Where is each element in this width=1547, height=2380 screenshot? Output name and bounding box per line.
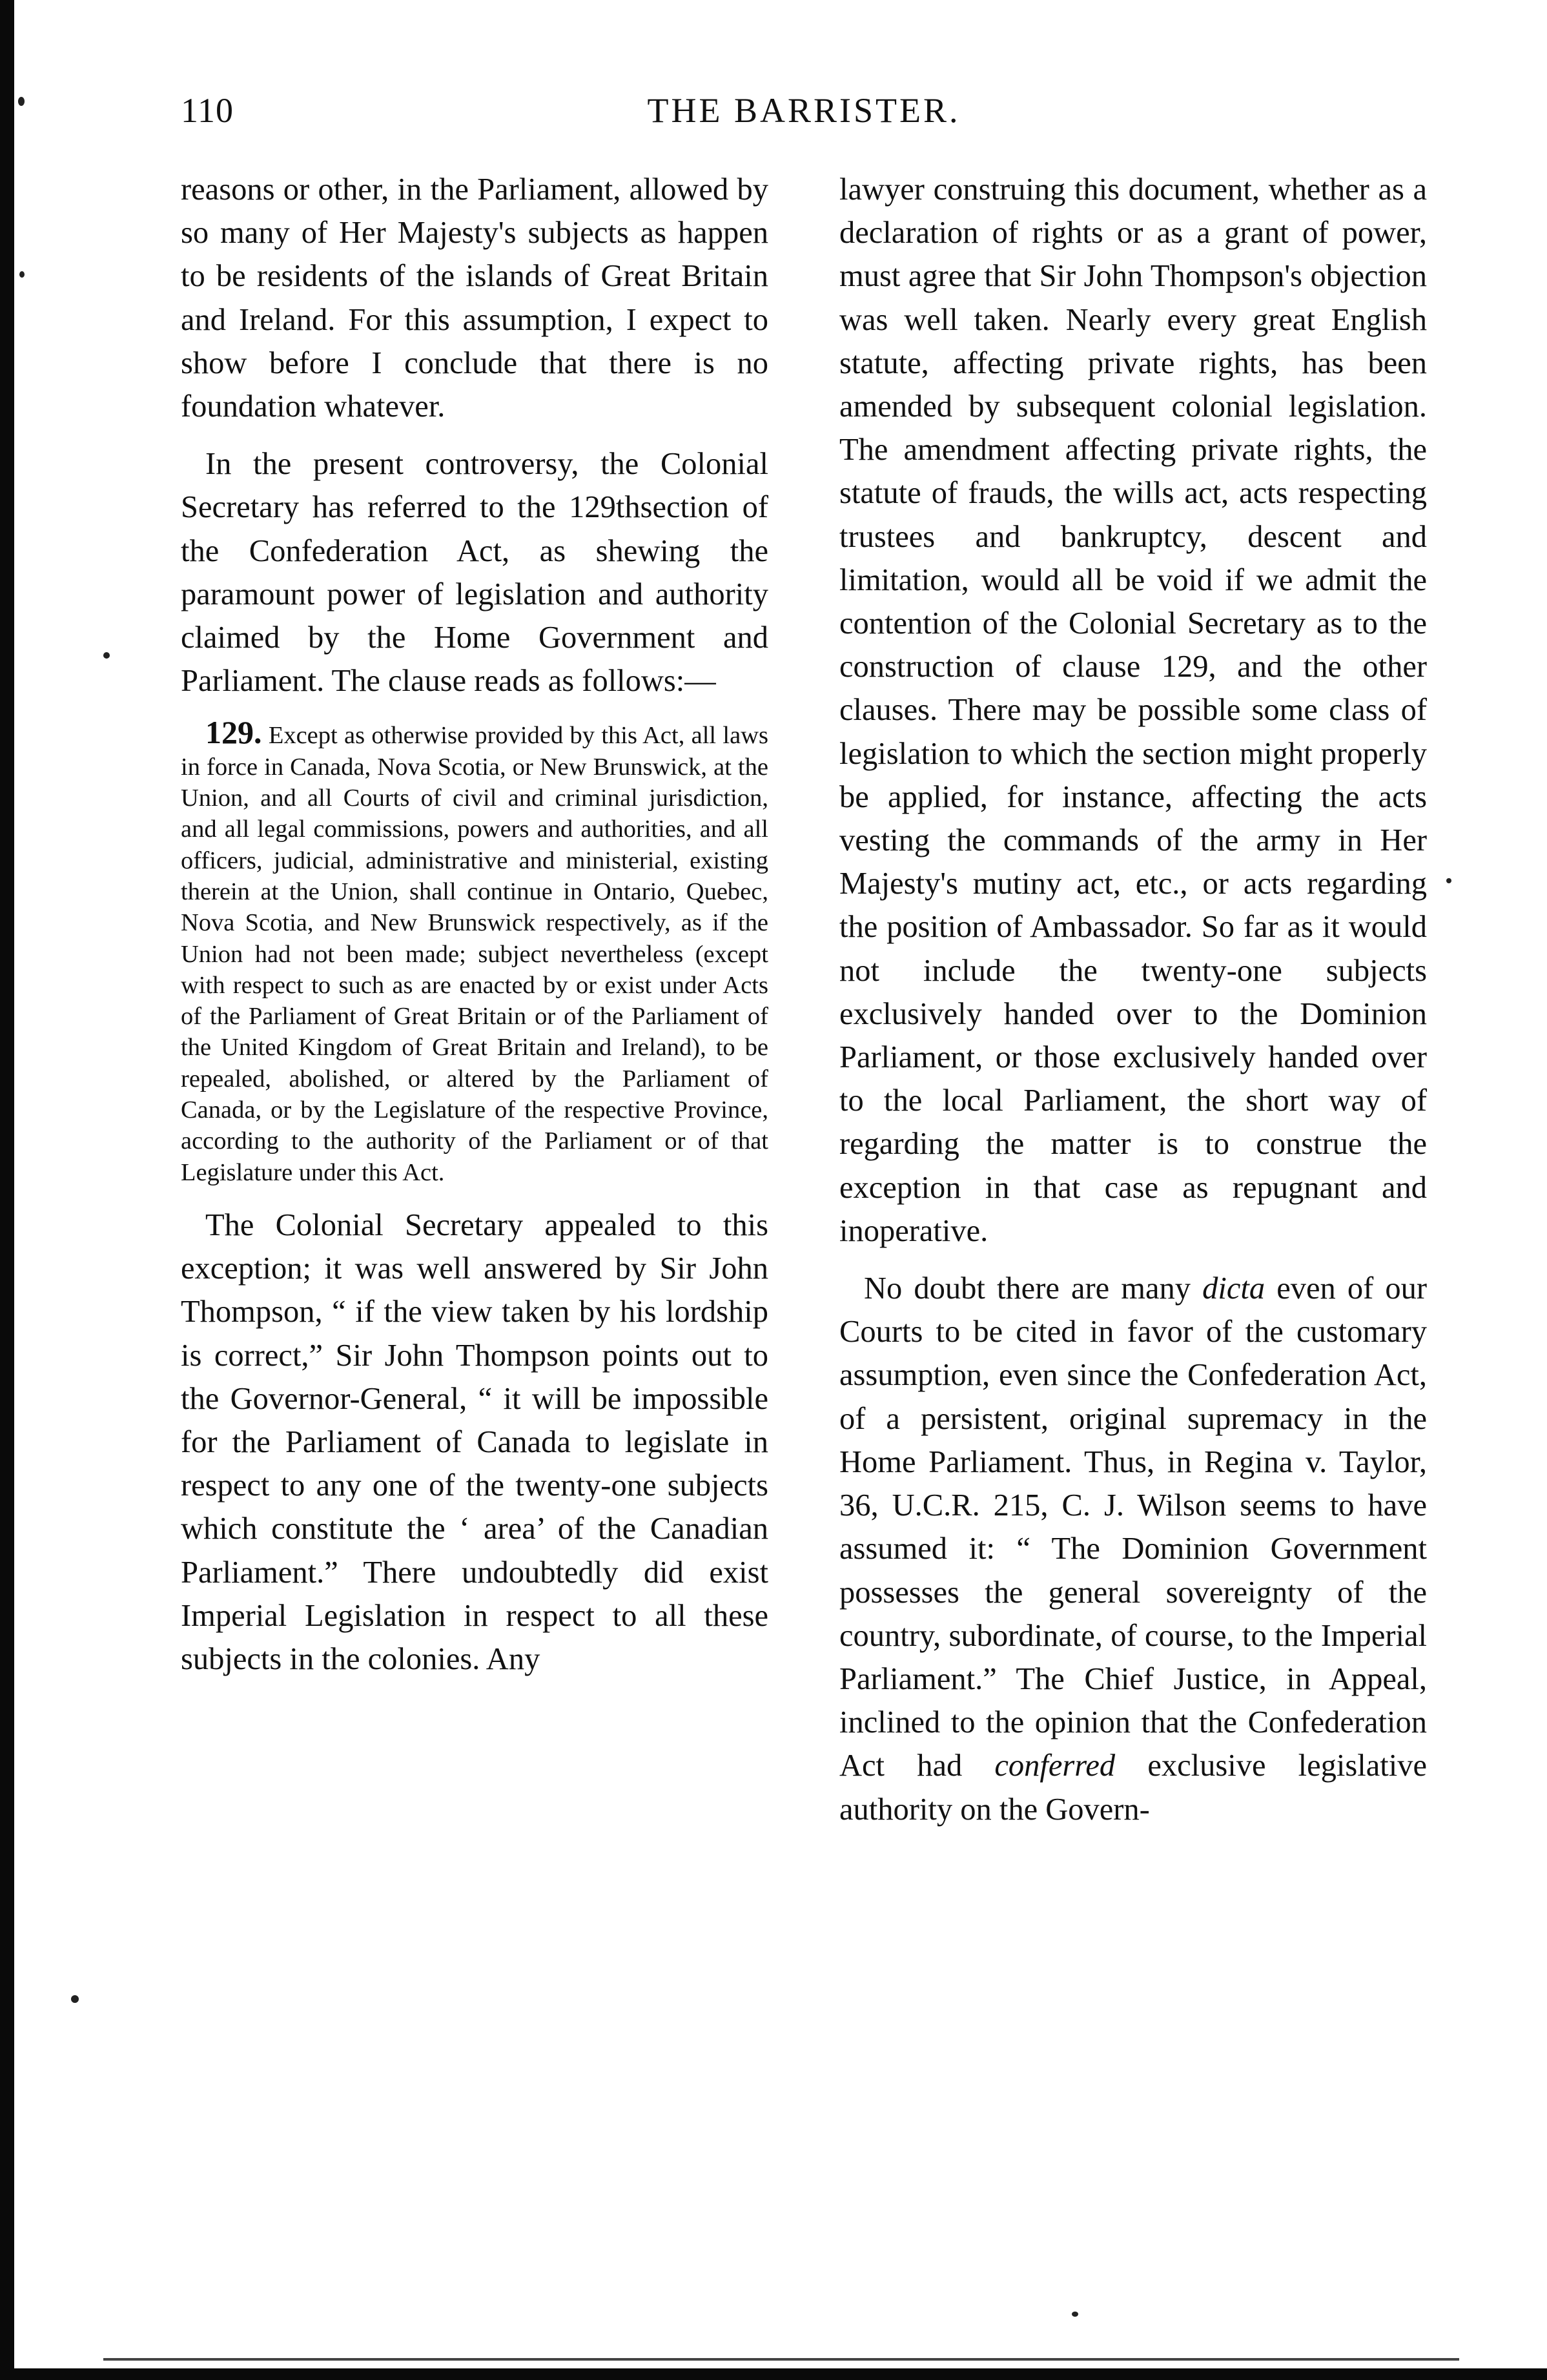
scan-rule-bottom	[103, 2358, 1459, 2361]
text-columns	[181, 168, 1427, 1845]
scan-speck	[1072, 2312, 1078, 2317]
paragraph: In the present controversy, the Colonial Secretary has referred to the 129thsection of the Confederation Act, as shewing the paramount power of legislation and authority claimed by the Home Government and Parliament. The clause reads as follows:—	[181, 447, 768, 699]
book-page	[181, 84, 1427, 2305]
paragraph: reasons or other, in the Parliament, allowed by so many of Her Majesty's subjects as happen to be residents of the islands of Great Britain and Ireland. For this assumption, I expect to show before I conclude that there is no foundation whatever.	[181, 172, 768, 424]
scan-speck	[103, 652, 110, 659]
clause-text: Except as otherwise provided by this Act, all laws in force in Canada, Nova Scotia, or New Brunswick, at the Union, and all Courts of civil and criminal jurisdiction, and all legal commissions, powers and authorities, and all officers, judicial, administrative and ministerial, existing therein at the Union, shall continue in Ontario, Quebec, Nova Scotia, and New Brunswick respectively, as if the Union had not been made; subject nevertheless (except with respect to such as are enacted by or exist under Acts of the Parliament of Great Britain or of the Parliament of the United Kingdom of Great Britain and Ireland), to be repealed, abolished, or altered by the Parliament of Canada, or by the Legislature of the respective Province, according to the authority of the Parliament or of that Legislature under this Act.	[181, 722, 769, 1186]
running-title: THE BARRISTER.	[647, 91, 961, 130]
clause-number: 129.	[205, 714, 262, 751]
text-run: No doubt there are many	[864, 1271, 1203, 1306]
paragraph: lawyer construing this document, whether as a declaration of rights or as a grant of power, must agree that Sir John Thompson's objection was well taken. Nearly every great English statute, affecting private rights, has been amended by subsequent colonial legislation. The amendment affecting private rights, the statute of frauds, the wills act, acts respecting trustees and bankruptcy, descent and limitation, would all be void if we admit the contention of the Colonial Secretary as to the construction of clause 129, and the other clauses. There may be possible some class of legislation to which the section might properly be applied, for instance, affecting the acts vesting the commands of the army in Her Majesty's mutiny act, etc., or acts regarding the position of Ambassador. So far as it would not include the twenty-one subjects exclusively handed over to the Dominion Parliament, or those exclusively handed over to the local Parliament, the short way of regarding the matter is to construe the exception in that case as repugnant and inoperative.	[839, 172, 1427, 1248]
italic-term: dicta	[1202, 1271, 1265, 1306]
text-run: exclusive legislative authority on the Govern-	[839, 1749, 1427, 1827]
italic-term: conferred	[994, 1749, 1116, 1783]
right-column	[839, 168, 1427, 1845]
text-run: even of our Courts to be cited in favor of the customary assumption, even since the Confederation Act, of a persistent, original supremacy in the Home Parliament. Thus, in Regina v. Taylor, 36, U.C.R. 215, C. J. Wilson seems to have assumed it: “ The Dominion Government possesses the general sovereignty of the country, subordinate, of course, to the Imperial Parliament.” The Chief Justice, in Appeal, inclined to the opinion that the Confederation Act had	[839, 1271, 1428, 1783]
running-head	[181, 84, 1427, 155]
left-column	[181, 168, 768, 1845]
scan-speck	[71, 1995, 79, 2003]
page-number: 110	[181, 91, 234, 130]
scan-speck	[18, 97, 25, 106]
scan-border-bottom	[0, 2368, 1547, 2380]
paragraph	[839, 1267, 1427, 1831]
quoted-clause	[181, 714, 769, 1187]
scan-speck	[19, 271, 25, 278]
paragraph: The Colonial Secretary appealed to this exception; it was well answered by Sir John Thompson, “ if the view taken by his lordship is correct,” Sir John Thompson points out to the Governor-General, “ it will be impossible for the Parliament of Canada to legislate in respect to any one of the twenty-one subjects which constitute the ‘ area’ of the Canadian Parliament.” There undoubtedly did exist Imperial Legislation in respect to all these subjects in the colonies. Any	[181, 1207, 768, 1676]
scan-speck	[1446, 878, 1451, 883]
scan-border-left	[0, 0, 14, 2380]
